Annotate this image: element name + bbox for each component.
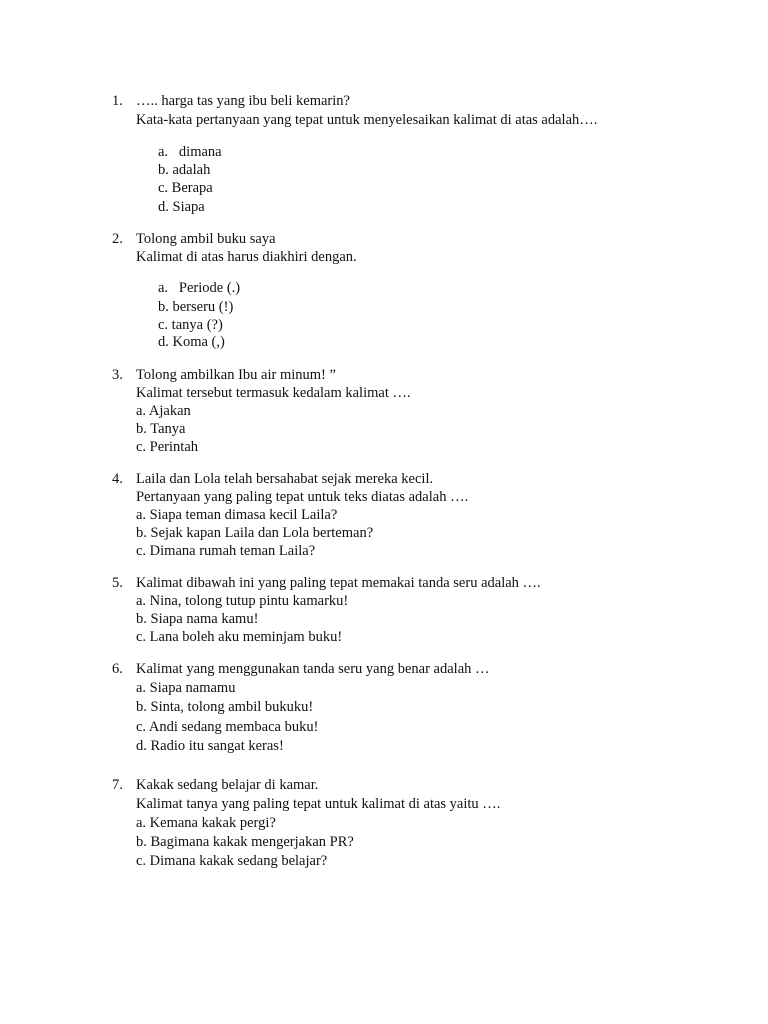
question-number: 4.: [112, 471, 123, 487]
answer-option: b. Tanya: [136, 421, 186, 437]
answer-option: c. Andi sedang membaca buku!: [136, 719, 319, 735]
answer-option: c. Perintah: [136, 439, 199, 455]
question-text: Tolong ambilkan Ibu air minum! ”: [136, 367, 336, 383]
answer-option: a. Kemana kakak pergi?: [136, 815, 276, 831]
answer-option: b. Siapa nama kamu!: [136, 611, 259, 627]
question-number: 6.: [112, 661, 123, 677]
question-text: Kalimat dibawah ini yang paling tepat memakai tanda seru adalah ….: [136, 575, 541, 591]
question-number: 1.: [112, 93, 123, 109]
answer-option: c. Dimana rumah teman Laila?: [136, 543, 316, 559]
answer-option: a. Siapa namamu: [136, 680, 236, 696]
answer-option: d. Siapa: [158, 199, 205, 215]
answer-option: c. Lana boleh aku meminjam buku!: [136, 629, 343, 645]
answer-option: a. Nina, tolong tutup pintu kamarku!: [136, 593, 349, 609]
question-text: Kalimat tersebut termasuk kedalam kalimat ….: [136, 385, 411, 401]
answer-option: a. Ajakan: [136, 403, 191, 419]
answer-option: b. Bagimana kakak mengerjakan PR?: [136, 834, 354, 850]
answer-option: a. Siapa teman dimasa kecil Laila?: [136, 507, 338, 523]
answer-option: b. adalah: [158, 162, 211, 178]
answer-option: c. Dimana kakak sedang belajar?: [136, 853, 328, 869]
question-text: Kalimat di atas harus diakhiri dengan.: [136, 249, 357, 265]
question-text: Kata-kata pertanyaan yang tepat untuk menyelesaikan kalimat di atas adalah….: [136, 112, 598, 128]
question-text: Kakak sedang belajar di kamar.: [136, 777, 319, 793]
answer-option: b. berseru (!): [158, 299, 234, 315]
question-text: Kalimat yang menggunakan tanda seru yang benar adalah …: [136, 661, 490, 677]
answer-option: a. Periode (.): [158, 280, 241, 296]
question-number: 2.: [112, 231, 123, 247]
question-text: ….. harga tas yang ibu beli kemarin?: [136, 93, 350, 109]
question-text: Tolong ambil buku saya: [136, 231, 276, 247]
answer-option: a. dimana: [158, 144, 222, 160]
answer-option: b. Sejak kapan Laila dan Lola berteman?: [136, 525, 374, 541]
question-text: Laila dan Lola telah bersahabat sejak mereka kecil.: [136, 471, 434, 487]
question-number: 3.: [112, 367, 123, 383]
question-number: 7.: [112, 777, 123, 793]
answer-option: c. tanya (?): [158, 317, 223, 333]
answer-option: d. Radio itu sangat keras!: [136, 738, 284, 754]
answer-option: b. Sinta, tolong ambil bukuku!: [136, 699, 314, 715]
answer-option: d. Koma (,): [158, 334, 225, 350]
answer-option: c. Berapa: [158, 180, 213, 196]
question-text: Kalimat tanya yang paling tepat untuk kalimat di atas yaitu ….: [136, 796, 501, 812]
question-text: Pertanyaan yang paling tepat untuk teks diatas adalah ….: [136, 489, 469, 505]
question-number: 5.: [112, 575, 123, 591]
